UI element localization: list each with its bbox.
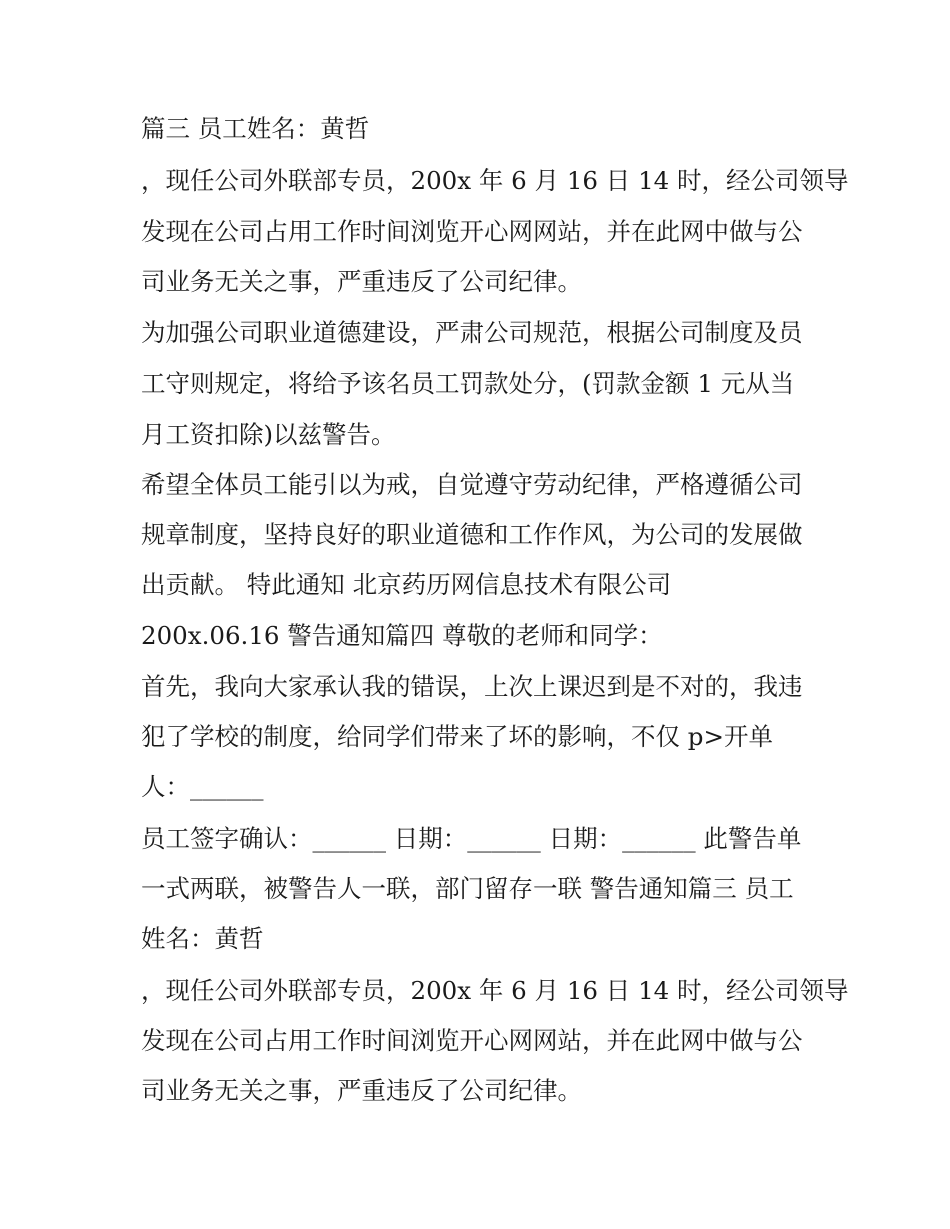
text-line: 一式两联，被警告人一联，部门留存一联 警告通知篇三 员工	[141, 874, 794, 903]
text-line: ，现任公司外联部专员，200x 年 6 月 16 日 14 时，经公司领导	[141, 976, 849, 1005]
text-line: 首先，我向大家承认我的错误，上次上课迟到是不对的，我违	[141, 672, 803, 701]
text-line: 姓名：黄哲	[141, 924, 264, 953]
text-line: 司业务无关之事，严重违反了公司纪律。	[141, 1076, 582, 1105]
text-line: 规章制度，坚持良好的职业道德和工作作风，为公司的发展做	[141, 520, 803, 549]
text-line: 篇三 员工姓名：黄哲	[141, 114, 370, 143]
text-line: ，现任公司外联部专员，200x 年 6 月 16 日 14 时，经公司领导	[141, 166, 849, 195]
text-line: 发现在公司占用工作时间浏览开心网网站，并在此网中做与公	[141, 1026, 803, 1055]
text-line: 人：______	[141, 772, 264, 801]
text-line: 月工资扣除)以兹警告。	[141, 420, 396, 449]
text-line: 犯了学校的制度，给同学们带来了坏的影响，不仅 p>开单	[141, 722, 773, 751]
text-line: 员工签字确认：______ 日期：______ 日期：______ 此警告单	[141, 824, 802, 853]
text-line: 200x.06.16 警告通知篇四 尊敬的老师和同学：	[141, 621, 663, 650]
text-line: 希望全体员工能引以为戒，自觉遵守劳动纪律，严格遵循公司	[141, 470, 803, 499]
text-line: 发现在公司占用工作时间浏览开心网网站，并在此网中做与公	[141, 217, 803, 246]
text-line: 工守则规定，将给予该名员工罚款处分，(罚款金额 1 元从当	[141, 369, 795, 398]
text-line: 为加强公司职业道德建设，严肃公司规范，根据公司制度及员	[141, 318, 803, 347]
text-line: 出贡献。 特此通知 北京药历网信息技术有限公司	[141, 570, 672, 599]
text-line: 司业务无关之事，严重违反了公司纪律。	[141, 267, 582, 296]
